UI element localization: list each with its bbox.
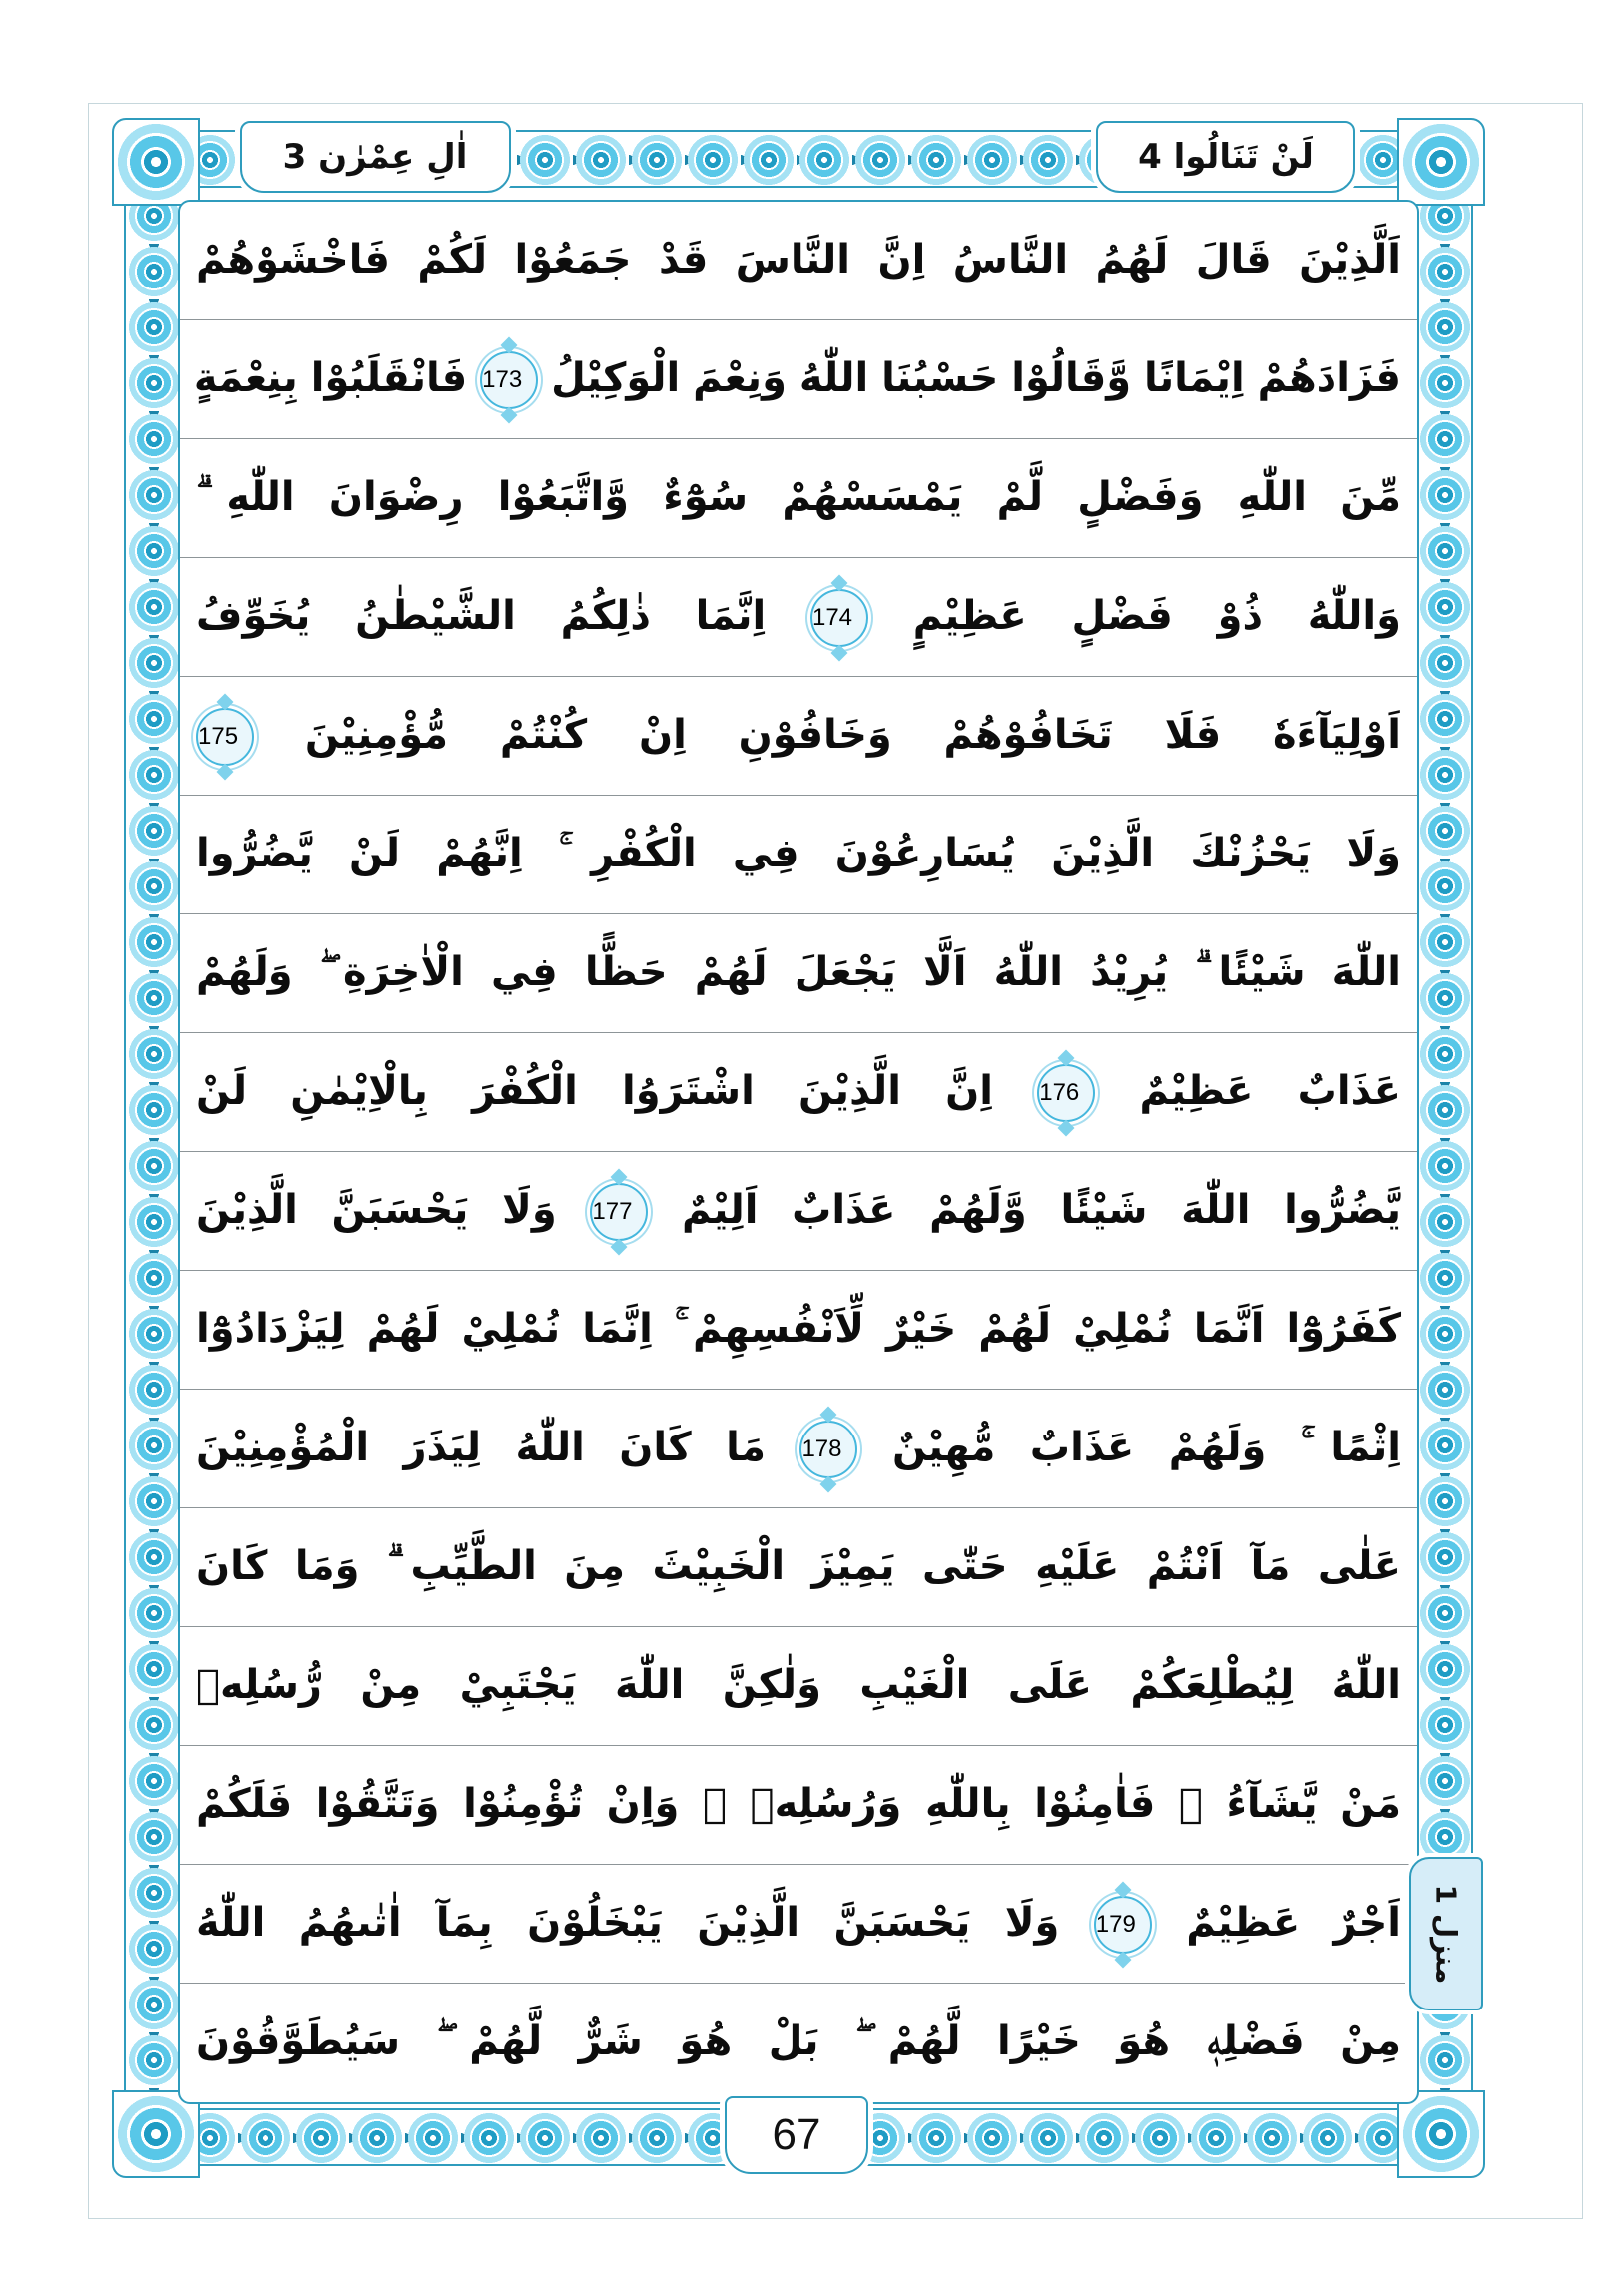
verse-text: كَفَرُوْٓا اَنَّمَا نُمْلِيْ لَهُمْ خَيْرٌ لِّاَنْفُسِهِمْ ۚ اِنَّمَا نُمْلِيْ لَهُمْ لِيَزْدَادُوْٓا (196, 1306, 1401, 1352)
verse-text: اَوْلِيَآءَهٗ فَلَا تَخَافُوْهُمْ وَخَافُوْنِ اِنْ كُنْتُمْ مُّؤْمِنِيْنَ (304, 712, 1401, 758)
verse-number: 175 (198, 723, 239, 750)
quran-line-7 (180, 914, 1417, 1033)
verse-end-marker-175 (196, 708, 254, 766)
border-ornament-left (124, 130, 182, 2166)
quran-line-2 (180, 320, 1417, 439)
verse-text: عَذَابٌ عَظِيْمٌ (1139, 1068, 1401, 1114)
verse-text: فَانْقَلَبُوْا بِنِعْمَةٍ (193, 355, 468, 401)
juz-name-cartouche (1096, 121, 1355, 193)
surah-name-label: اٰلِ عِمْرٰن 3 (282, 137, 468, 177)
verse-number: 176 (1039, 1079, 1080, 1106)
quran-line-14 (180, 1746, 1417, 1865)
verse-number: 177 (592, 1198, 633, 1225)
verse-number: 173 (482, 366, 523, 393)
quran-line-13 (180, 1627, 1417, 1746)
verse-text: وَاللّٰهُ ذُوْ فَضْلٍ عَظِيْمٍ (912, 593, 1401, 639)
verse-text: اِثْمًا ۚ وَلَهُمْ عَذَابٌ مُّهِيْنٌ (891, 1425, 1401, 1470)
verse-text: وَلَا يَحْسَبَنَّ الَّذِيْنَ (196, 1187, 557, 1233)
manzil-tab-label: منزل 1 (1429, 1884, 1463, 1984)
quran-text-area (178, 200, 1419, 2104)
border-corner-top-left (112, 118, 200, 206)
quran-line-9 (180, 1152, 1417, 1271)
border-corner-top-right (1397, 118, 1485, 206)
quran-line-15 (180, 1865, 1417, 1984)
verse-text: اَلَّذِيْنَ قَالَ لَهُمُ النَّاسُ اِنَّ النَّاسَ قَدْ جَمَعُوْا لَكُمْ فَاخْشَوْهُمْ (196, 237, 1401, 283)
quran-line-12 (180, 1508, 1417, 1627)
quran-line-10 (180, 1271, 1417, 1390)
verse-end-marker-177 (590, 1183, 648, 1241)
quran-lines-container (180, 202, 1417, 2102)
verse-text: مِّنَ اللّٰهِ وَفَضْلٍ لَّمْ يَمْسَسْهُمْ سُوْٓءٌ وَّاتَّبَعُوْا رِضْوَانَ اللّٰهِ ۗ (196, 474, 1401, 520)
juz-name-label: لَنْ تَنَالُوا 4 (1138, 137, 1314, 177)
quran-line-1 (180, 202, 1417, 320)
verse-end-marker-173 (480, 351, 538, 409)
verse-text: عَلٰى مَآ اَنْتُمْ عَلَيْهِ حَتّٰى يَمِيْزَ الْخَبِيْثَ مِنَ الطَّيِّبِ ۗ وَمَا كَانَ (196, 1543, 1401, 1589)
verse-text: وَلَا يَحْزُنْكَ الَّذِيْنَ يُسَارِعُوْنَ فِي الْكُفْرِ ۚ اِنَّهُمْ لَنْ يَّضُرُّوا (196, 831, 1401, 876)
verse-end-marker-178 (799, 1421, 857, 1478)
verse-text: اِنَّمَا ذٰلِكُمُ الشَّيْطٰنُ يُخَوِّفُ (196, 593, 767, 639)
quran-line-8 (180, 1033, 1417, 1152)
verse-end-marker-176 (1037, 1064, 1095, 1122)
verse-number: 179 (1095, 1911, 1136, 1938)
verse-number: 178 (801, 1435, 842, 1462)
verse-text: مَنْ يَّشَآءُ ۖ فَاٰمِنُوْا بِاللّٰهِ وَرُسُلِهٖ ۚ وَاِنْ تُؤْمِنُوْا وَتَتَّقُوْا فَلَكُمْ (196, 1781, 1401, 1827)
verse-text: فَزَادَهُمْ اِيْمَانًا وَّقَالُوْا حَسْبُنَا اللّٰهُ وَنِعْمَ الْوَكِيْلُ (551, 355, 1401, 401)
manzil-tab (1409, 1857, 1483, 2010)
quran-line-16 (180, 1984, 1417, 2102)
quran-line-11 (180, 1390, 1417, 1508)
surah-name-cartouche (240, 121, 511, 193)
verse-text: اللّٰهُ لِيُطْلِعَكُمْ عَلَى الْغَيْبِ وَلٰكِنَّ اللّٰهَ يَجْتَبِيْ مِنْ رُّسُلِهٖ (196, 1662, 1401, 1708)
verse-end-marker-179 (1094, 1896, 1152, 1954)
quran-line-3 (180, 439, 1417, 558)
page-number-label: 67 (772, 2110, 821, 2159)
verse-text: مَا كَانَ اللّٰهُ لِيَذَرَ الْمُؤْمِنِيْنَ (196, 1425, 766, 1470)
verse-number: 174 (811, 604, 853, 631)
verse-text: يَّضُرُّوا اللّٰهَ شَيْئًا وَّلَهُمْ عَذَابٌ اَلِيْمٌ (682, 1187, 1401, 1233)
quran-line-5 (180, 677, 1417, 796)
verse-text: اللّٰهَ شَيْئًا ۗ يُرِيْدُ اللّٰهُ اَلَّا يَجْعَلَ لَهُمْ حَظًّا فِي الْاٰخِرَةِ ۖ وَلَهُمْ (196, 949, 1401, 995)
verse-text: وَلَا يَحْسَبَنَّ الَّذِيْنَ يَبْخَلُوْنَ بِمَآ اٰتٰىهُمُ اللّٰهُ (196, 1900, 1060, 1946)
quran-line-4 (180, 558, 1417, 677)
quran-line-6 (180, 796, 1417, 914)
verse-text: اَجْرٌ عَظِيْمٌ (1186, 1900, 1401, 1946)
verse-end-marker-174 (810, 589, 868, 647)
verse-text: مِنْ فَضْلِهٖ هُوَ خَيْرًا لَّهُمْ ۖ بَلْ هُوَ شَرٌّ لَّهُمْ ۖ سَيُطَوَّقُوْنَ (196, 2018, 1401, 2064)
verse-text: اِنَّ الَّذِيْنَ اشْتَرَوُا الْكُفْرَ بِالْاِيْمٰنِ لَنْ (196, 1068, 993, 1114)
page-number-cartouche (725, 2096, 868, 2174)
